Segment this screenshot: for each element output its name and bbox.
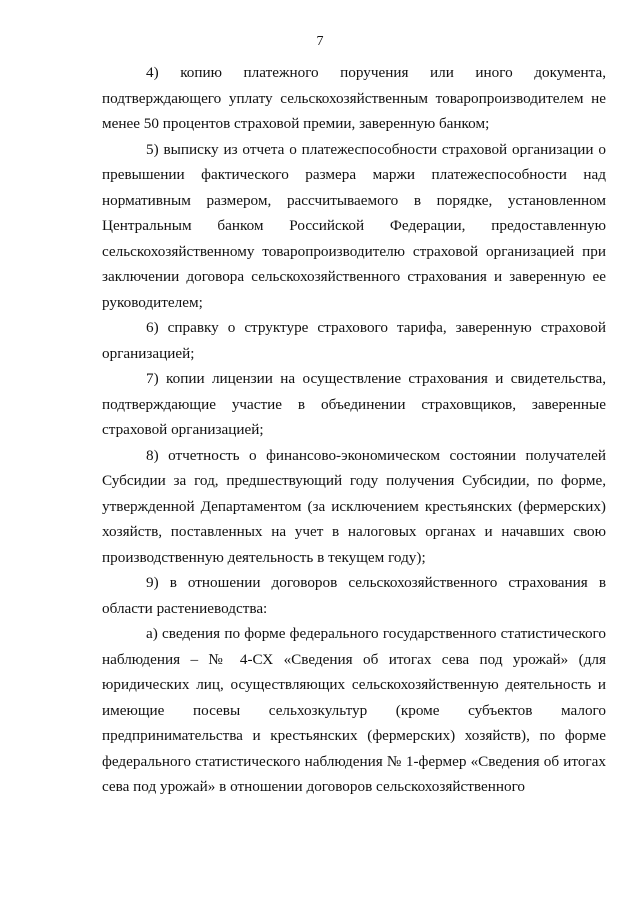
paragraph-item-8: 8) отчетность о финансово-экономическом состоянии получателей Субсидии за год, предшествующий году получения Субсидии, по форме, утвержденной Департаментом (за исключением крестьянских (фермерских) хозяйств, поставленных на учет в налоговых органах и начавших свою производственную деятельность в текущем году); xyxy=(102,446,606,566)
paragraph-item-7: 7) копии лицензии на осуществление страхования и свидетельства, подтверждающие участие в объединении страховщиков, заверенные страховой организацией; xyxy=(102,370,606,438)
paragraph-item-4: 4) копию платежного поручения или иного документа, подтверждающего уплату сельскохозяйственным товаропроизводителем не менее 50 процентов страховой премии, заверенную банком; xyxy=(102,64,606,132)
paragraph-item-5: 5) выписку из отчета о платежеспособности страховой организации о превышении фактического размера маржи платежеспособности над нормативным размером, рассчитываемого в порядке, установленном Центральным банком Российской Федерации, предоставленную сельскохозяйственному товаропроизводителю страховой организацией при заключении договора сельскохозяйственного страхования и заверенную ее руководителем; xyxy=(102,140,606,311)
document-body xyxy=(102,60,606,800)
paragraph-item-9: 9) в отношении договоров сельскохозяйственного страхования в области растениеводства: xyxy=(102,574,606,617)
page-number: 7 xyxy=(316,34,324,49)
paragraph-item-6: 6) справку о структуре страхового тарифа, заверенную страховой организацией; xyxy=(102,319,606,362)
paragraph-subitem-a: а) сведения по форме федерального государственного статистического наблюдения – № 4-СХ «Сведения об итогах сева под урожай» (для юридических лиц, осуществляющих сельскохозяйственную деятельность и имеющие посевы сельхозкультур (кроме субъектов малого предпринимательства и крестьянских (фермерских) хозяйств), по форме федерального статистического наблюдения № 1-фермер «Сведения об итогах сева под урожай» в отношении договоров сельскохозяйственного xyxy=(102,625,606,795)
